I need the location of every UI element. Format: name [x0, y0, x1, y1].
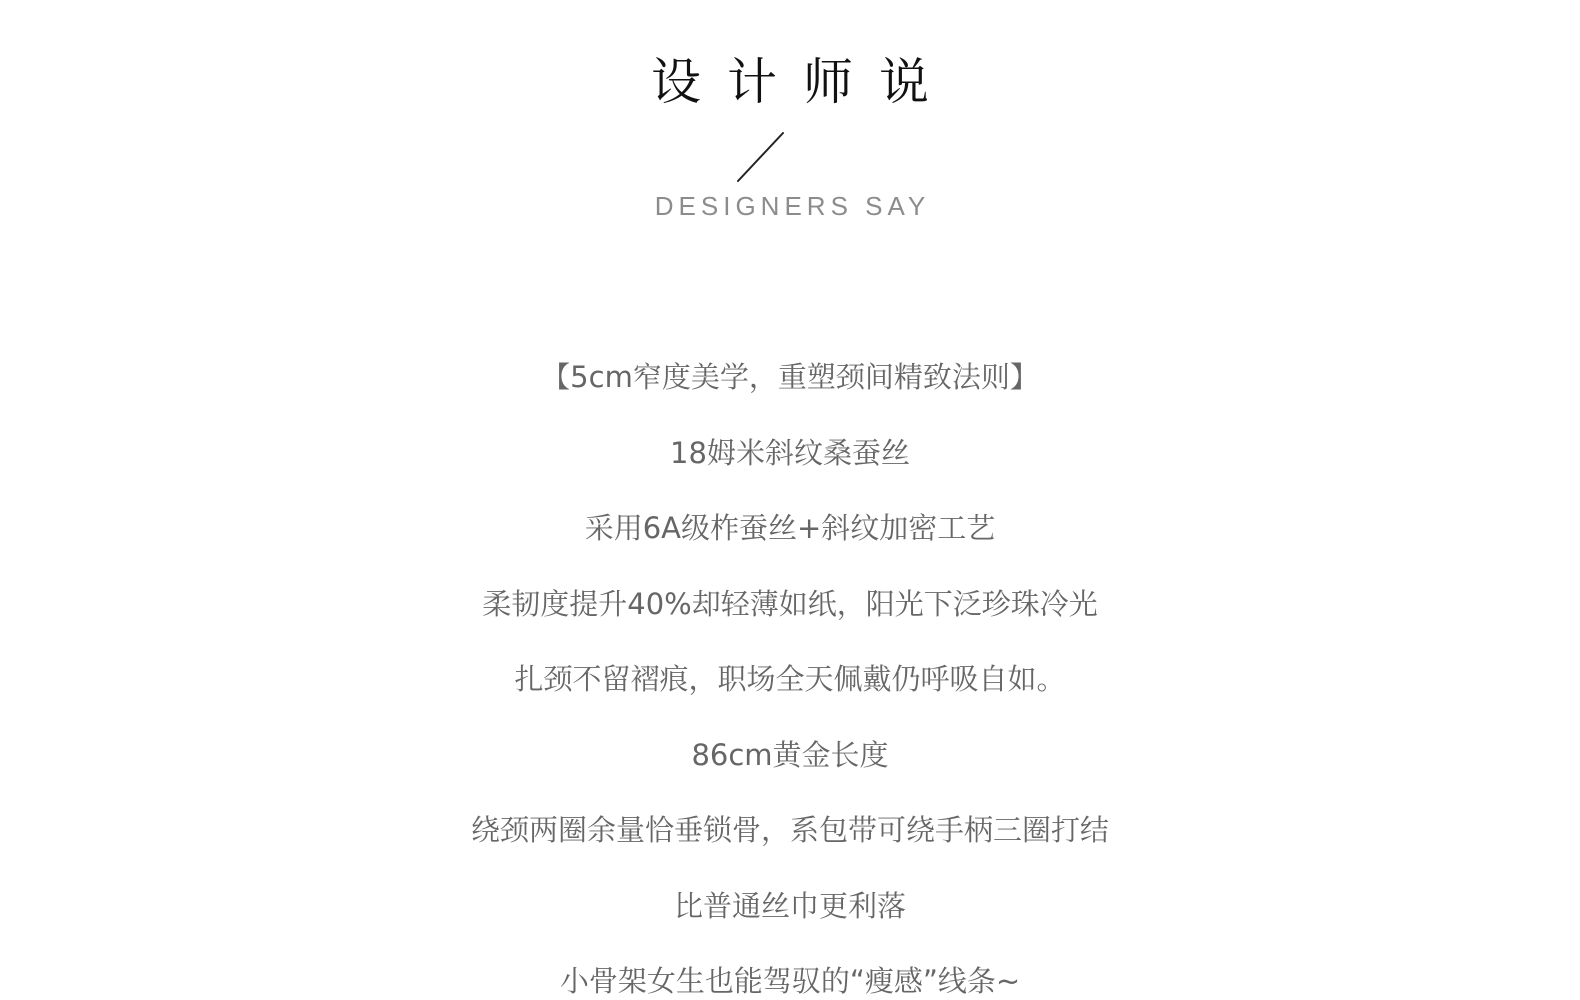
- description-line: 18姆米斜纹桑蚕丝: [670, 435, 910, 470]
- page-title: 设计师说: [651, 53, 955, 111]
- description-line: 【5cm窄度美学，重塑颈间精致法则】: [541, 360, 1039, 394]
- page-subtitle: DESIGNERS SAY: [654, 191, 931, 221]
- slash-divider-line: [738, 133, 783, 181]
- description-line: 扎颈不留褶痕，职场全天佩戴仍呼吸自如。: [514, 662, 1066, 696]
- description-line: 绕颈两圈余量恰垂锁骨，系包带可绕手柄三圈打结: [470, 813, 1109, 847]
- description-lines: [0, 352, 1580, 1000]
- description-line: 比普通丝巾更利落: [673, 888, 906, 923]
- description-line: 采用6A级柞蚕丝+斜纹加密工艺: [584, 511, 996, 545]
- description-line: 小骨架女生也能驾驭的“瘦感”线条~: [559, 964, 1021, 998]
- description-line: 柔韧度提升40%却轻薄如纸，阳光下泛珍珠冷光: [482, 586, 1098, 621]
- description-line: 86cm黄金长度: [691, 737, 889, 772]
